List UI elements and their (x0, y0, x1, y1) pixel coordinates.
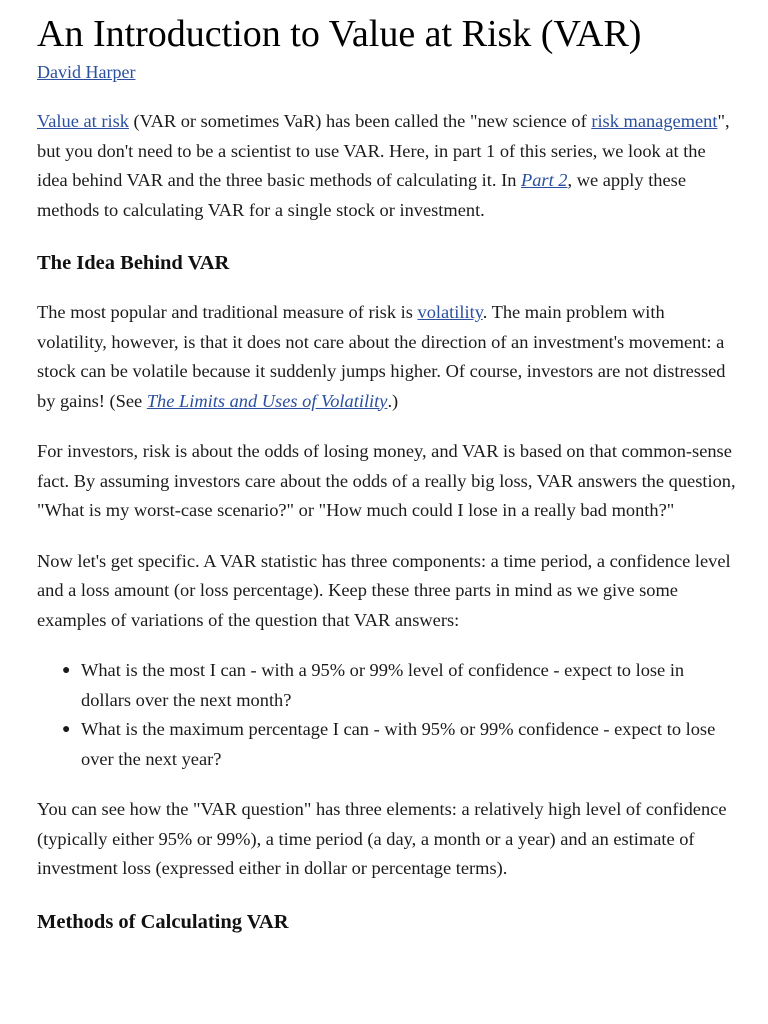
intro-paragraph (37, 107, 737, 225)
volatility-link[interactable]: volatility (417, 302, 483, 322)
limits-of-volatility-link[interactable]: The Limits and Uses of Volatility (146, 390, 388, 411)
byline (37, 60, 737, 84)
bullet-icon: ● (62, 722, 71, 737)
intro-text-3: , we apply these methods to calculating VAR for a single stock or investment. (37, 170, 686, 220)
components-paragraph: Now let's get specific. A VAR statistic has three components: a time period, a confidence level and a loss amount (or loss percentage). Keep these three parts in mind as we give some examples of variations of the question that VAR answers: (37, 550, 731, 630)
vol-text-2: . The main problem with volatility, however, is that it does not care about the direction of an investment's movement: a stock can be volatile because it suddenly jumps higher. Of course, investors are not distressed by gains! (See (37, 302, 726, 411)
risk-management-link[interactable]: risk management (591, 111, 718, 131)
section-heading-methods: Methods of Calculating VAR (37, 910, 289, 933)
value-at-risk-link[interactable]: Value at risk (37, 111, 129, 131)
author-link[interactable]: David Harper (37, 62, 136, 82)
list-item (62, 656, 737, 715)
vol-text-1: The most popular and traditional measure of risk is (37, 302, 418, 322)
investors-paragraph: For investors, risk is about the odds of losing money, and VAR is based on that common-sense fact. By assuming investors care about the odds of a really big loss, VAR answers the question, "What is my worst-case scenario?" or "How much could I lose in a really bad month?" (37, 441, 736, 520)
intro-text-1: (VAR or sometimes VaR) has been called the "new science of (128, 111, 592, 131)
article-title: An Introduction to Value at Risk (VAR) (37, 13, 642, 55)
question-list (37, 656, 737, 774)
list-item-text: What is the most I can - with a 95% or 99% level of confidence - expect to lose in dollars over the next month? (81, 660, 685, 710)
vol-text-3: .) (387, 390, 399, 411)
var-question-paragraph: You can see how the "VAR question" has three elements: a relatively high level of confidence (typically either 95% or 99%), a time period (a day, a month or a year) and an estimate of investment loss (expressed either in dollar or percentage terms). (37, 799, 727, 878)
list-item (62, 715, 737, 774)
intro-text-2: ", but you don't need to be a scientist to use VAR. Here, in part 1 of this series, we look at the idea behind VAR and the three basic methods of calculating it. In (37, 111, 730, 190)
part-2-link[interactable]: Part 2 (521, 170, 568, 190)
section-heading-idea: The Idea Behind VAR (37, 252, 230, 274)
bullet-icon: ● (62, 663, 71, 678)
volatility-paragraph (37, 298, 737, 416)
article (37, 0, 737, 936)
list-item-text: What is the maximum percentage I can - with 95% or 99% confidence - expect to lose over the next year? (81, 719, 716, 769)
